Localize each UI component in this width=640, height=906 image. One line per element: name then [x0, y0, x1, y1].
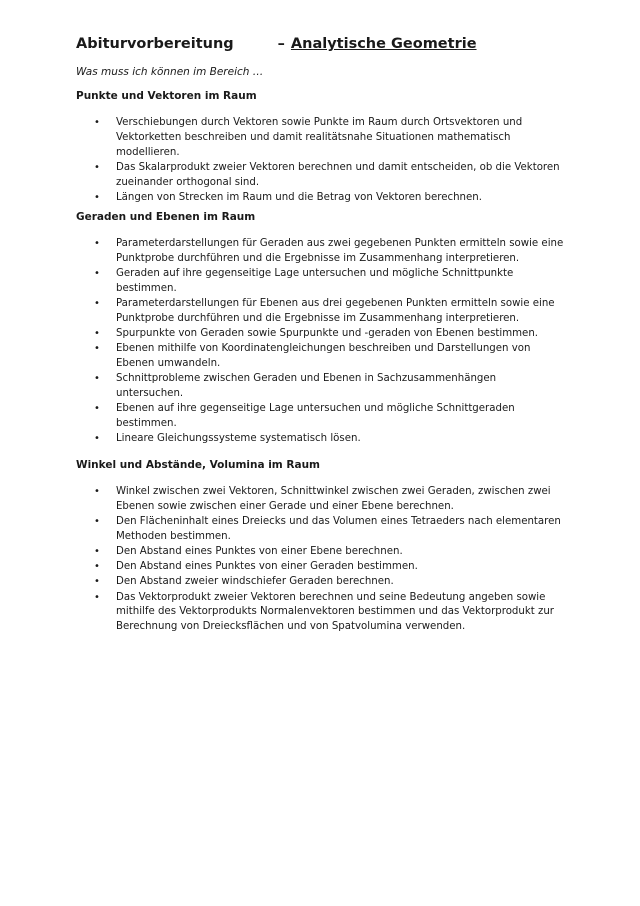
list-item [76, 237, 566, 267]
bullet-icon: • [94, 327, 100, 339]
bullet-icon: • [94, 343, 100, 355]
document-subtitle: Was muss ich können im Bereich … [76, 66, 264, 78]
list-item-text: Den Abstand eines Punktes von einer Geraden bestimmen. [116, 561, 418, 573]
list-item-text: Verschiebungen durch Vektoren sowie Punkte im Raum durch Ortsvektoren und Vektorketten beschreiben und damit realitätsnahe Situationen mathematisch modellieren. [116, 117, 523, 158]
list-item [76, 342, 566, 372]
list-item-text: Das Vektorprodukt zweier Vektoren berechnen und seine Bedeutung angeben sowie mithilfe des Vektorprodukts Normalenvektoren bestimmen und das Vektorprodukt zur Berechnung von Dreiecksflächen und von Spatvolumina verwenden. [116, 591, 554, 633]
section-winkel-abstaende [76, 458, 566, 635]
list-item [76, 402, 566, 432]
list-item [76, 485, 566, 515]
list-item [76, 267, 566, 297]
section-list [76, 237, 566, 447]
list-item-text: Winkel zwischen zwei Vektoren, Schnittwinkel zwischen zwei Geraden, zwischen zwei Ebenen sowie zwischen einer Gerade und einer Ebene berechnen. [116, 486, 551, 512]
list-item-text: Den Abstand zweier windschiefer Geraden berechnen. [116, 576, 394, 588]
list-item [76, 515, 566, 545]
list-item [76, 591, 566, 635]
list-item [76, 560, 566, 575]
list-item-text: Längen von Strecken im Raum und die Betrag von Vektoren berechnen. [116, 191, 482, 203]
list-item-text: Das Skalarprodukt zweier Vektoren berechnen und damit entscheiden, ob die Vektoren zueinander orthogonal sind. [116, 161, 560, 188]
title-text: Abiturvorbereitung [76, 36, 234, 52]
list-item-text: Ebenen auf ihre gegenseitige Lage untersuchen und mögliche Schnittgeraden bestimmen. [116, 403, 515, 429]
bullet-icon: • [94, 545, 100, 557]
bullet-icon: • [94, 238, 100, 249]
bullet-icon: • [94, 433, 100, 445]
section-list [76, 116, 566, 206]
list-item-text: Lineare Gleichungssysteme systematisch lösen. [116, 433, 361, 445]
list-item-text: Spurpunkte von Geraden sowie Spurpunkte und -geraden von Ebenen bestimmen. [116, 327, 539, 339]
list-item [76, 327, 566, 342]
bullet-icon: • [94, 117, 100, 128]
section-heading: Winkel und Abstände, Volumina im Raum [76, 459, 320, 471]
bullet-icon: • [94, 576, 100, 588]
bullet-icon: • [94, 561, 100, 573]
list-item [76, 297, 566, 327]
list-item [76, 161, 566, 191]
section-list [76, 485, 566, 635]
bullet-icon: • [94, 191, 100, 203]
list-item-text: Den Flächeninhalt eines Dreiecks und das Volumen eines Tetraeders nach elementaren Methoden bestimmen. [116, 515, 561, 542]
list-item-text: Den Abstand eines Punktes von einer Ebene berechnen. [116, 545, 403, 557]
list-item [76, 372, 566, 402]
bullet-icon: • [94, 515, 100, 527]
list-item [76, 545, 566, 560]
list-item-text: Geraden auf ihre gegenseitige Lage untersuchen und mögliche Schnittpunkte bestimmen. [116, 267, 514, 294]
section-heading: Geraden und Ebenen im Raum [76, 211, 256, 223]
bullet-icon: • [94, 591, 100, 603]
document-title [76, 36, 477, 52]
bullet-icon: • [94, 486, 100, 497]
list-item [76, 191, 566, 206]
section-punkte-vektoren [76, 89, 566, 206]
list-item-text: Parameterdarstellungen für Ebenen aus drei gegebenen Punkten ermitteln sowie eine Punktprobe durchführen und die Ergebnisse im Zusammenhang interpretieren. [116, 297, 555, 324]
bullet-icon: • [94, 403, 100, 415]
list-item-text: Schnittprobleme zwischen Geraden und Ebenen in Sachzusammenhängen untersuchen. [116, 373, 497, 399]
section-geraden-ebenen [76, 210, 566, 447]
bullet-icon: • [94, 161, 100, 173]
bullet-icon: • [94, 297, 100, 309]
list-item [76, 116, 566, 160]
title-separator: – [277, 36, 285, 52]
bullet-icon: • [94, 267, 100, 279]
title-topic: Analytische Geometrie [290, 36, 477, 52]
section-heading: Punkte und Vektoren im Raum [76, 90, 257, 102]
list-item-text: Ebenen mithilfe von Koordinatengleichungen beschreiben und Darstellungen von Ebenen umwandeln. [116, 343, 531, 369]
list-item-text: Parameterdarstellungen für Geraden aus zwei gegebenen Punkten ermitteln sowie eine Punktprobe durchführen und die Ergebnisse im Zusammenhang interpretieren. [116, 238, 564, 264]
bullet-icon: • [94, 373, 100, 385]
list-item [76, 432, 566, 447]
list-item [76, 575, 566, 590]
